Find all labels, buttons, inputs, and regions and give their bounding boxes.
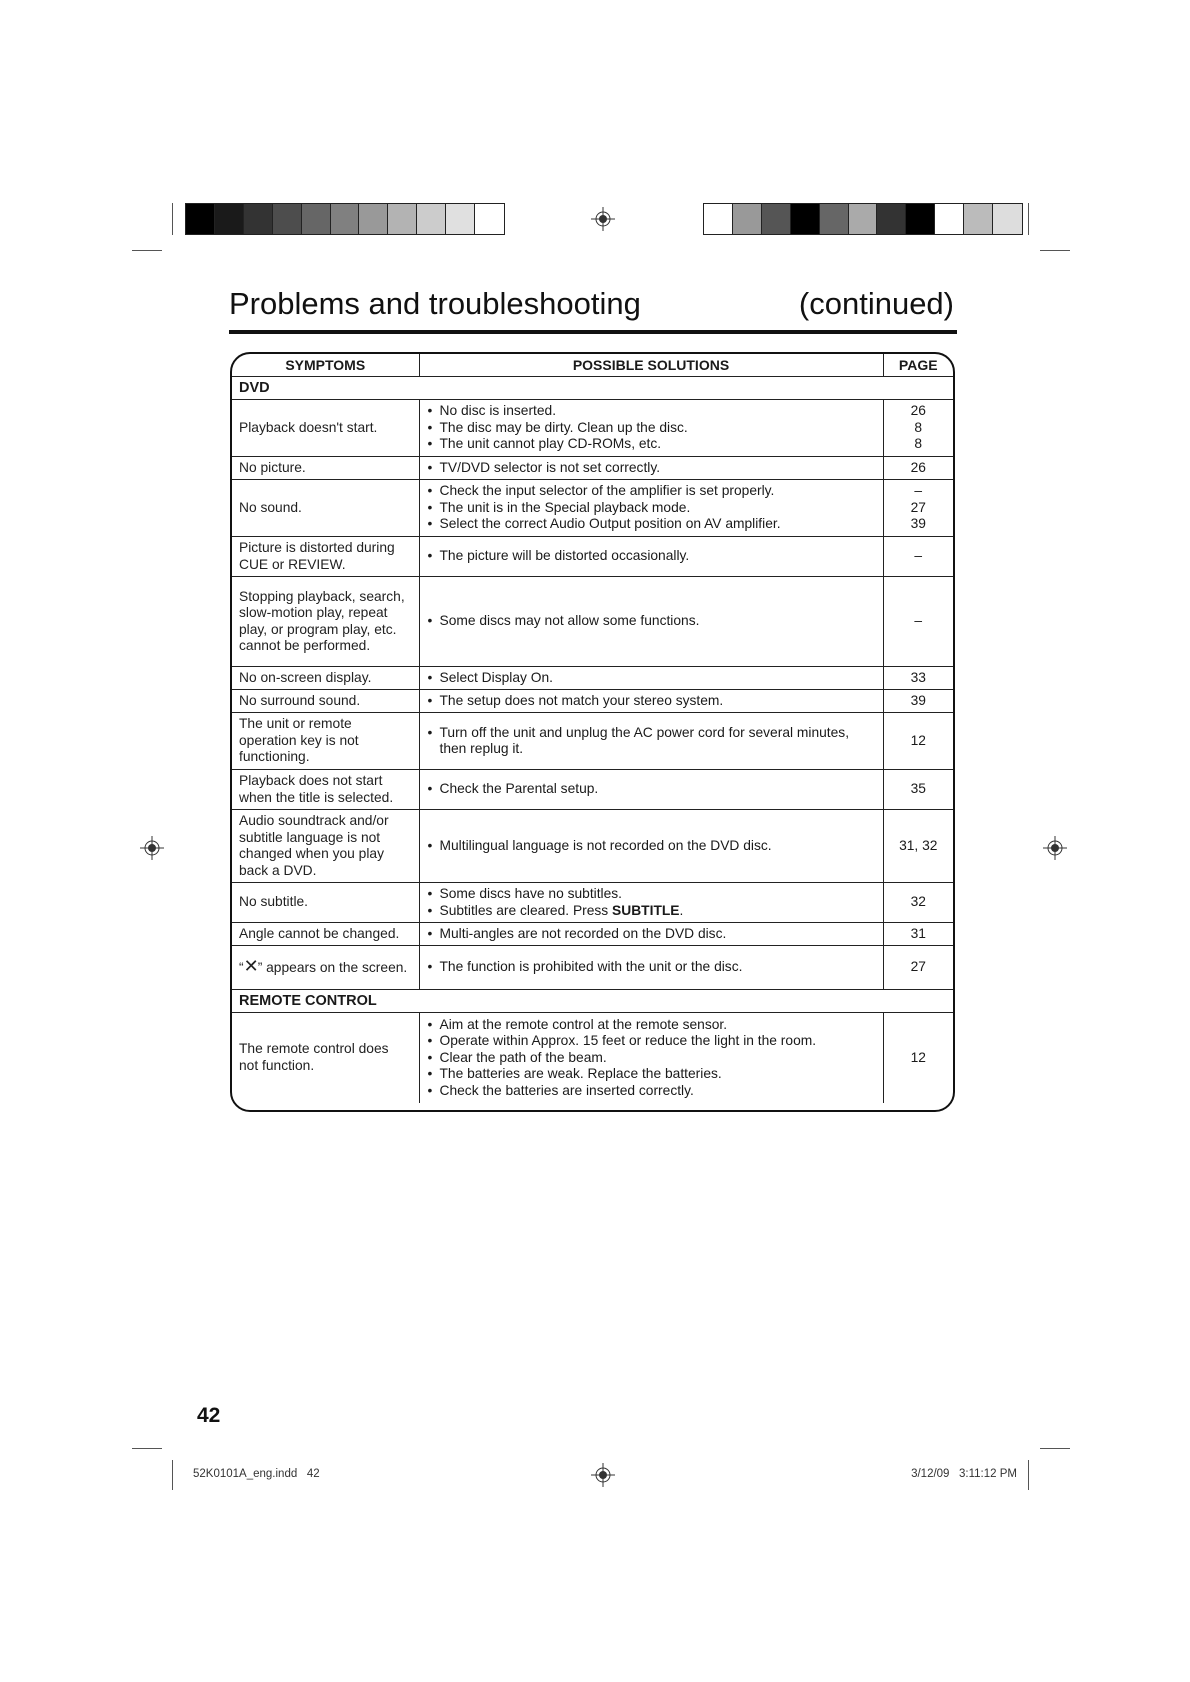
solution-text: Subtitles are cleared. Press [439,902,613,918]
section-heading-remote-control: REMOTE CONTROL [232,990,953,1013]
footer-timestamp: 3/12/09 3:11:12 PM [911,1468,1017,1480]
troubleshooting-table-frame [230,352,955,1112]
table-row [232,667,953,690]
symptom-cell: Audio soundtrack and/or subtitle language is not changed when you play back a DVD. [232,810,419,883]
section-heading-dvd: DVD [232,377,953,400]
page-ref: 39 [910,516,926,532]
table-row [232,457,953,480]
crop-mark [172,203,173,235]
page-title-continued: (continued) [798,286,954,321]
solution-item: • The function is prohibited with the unit or the disc. [427,959,876,976]
symptom-cell: The unit or remote operation key is not functioning. [232,713,419,770]
title-rule [229,330,957,334]
color-calibration-bar-right [703,203,1023,235]
page-cell [883,946,953,990]
registration-mark-icon [140,836,164,860]
page-cell [883,810,953,883]
table-row [232,480,953,537]
solution-item: • Multilingual language is not recorded on the DVD disc. [427,838,876,855]
color-swatch [906,204,935,234]
table-row [232,690,953,713]
page-ref: 31 [910,925,926,941]
table-row [232,537,953,577]
solutions-cell [419,770,883,810]
symptom-cell: Picture is distorted during CUE or REVIEW. [232,537,419,577]
prohibited-x-icon: ✕ [243,956,258,977]
column-header-solutions: POSSIBLE SOLUTIONS [419,354,883,377]
solutions-cell [419,577,883,667]
page-ref: 12 [910,1049,926,1065]
solutions-cell [419,690,883,713]
table-row [232,1013,953,1103]
page-cell [883,537,953,577]
color-swatch [849,204,878,234]
table-row [232,923,953,946]
crop-mark [172,1460,173,1490]
table-header-row [232,354,953,377]
solution-item: • Clear the path of the beam. [427,1050,876,1067]
table-row [232,810,953,883]
subtitle-key-label: SUBTITLE [612,902,680,918]
symptom-cell: The remote control does not function. [232,1013,419,1103]
symptom-cell [232,946,419,990]
column-header-symptoms: SYMPTOMS [232,354,419,377]
symptom-cell: No subtitle. [232,883,419,923]
color-swatch [762,204,791,234]
color-swatch [475,204,504,234]
table-row [232,770,953,810]
solutions-cell [419,883,883,923]
solutions-cell [419,480,883,537]
page-ref: – [914,548,923,564]
color-swatch [935,204,964,234]
solution-item: • TV/DVD selector is not set correctly. [427,460,876,477]
solution-text-tail: . [679,902,684,918]
page-ref: 33 [910,669,926,685]
solutions-cell [419,457,883,480]
page-ref: 8 [914,436,923,452]
page-cell [883,667,953,690]
page-ref: – [914,613,923,629]
page-cell [883,1013,953,1103]
solution-item: • The unit is in the Special playback mode. [427,500,876,517]
solution-item: • Turn off the unit and unplug the AC power cord for several minutes, then replug it. [427,725,876,758]
page-cell [883,480,953,537]
page-number: 42 [197,1404,221,1427]
solutions-cell [419,400,883,457]
page-cell [883,713,953,770]
page-cell [883,923,953,946]
symptom-cell: Playback doesn't start. [232,400,419,457]
solution-item: • Multi-angles are not recorded on the DVD disc. [427,926,876,943]
color-swatch [446,204,475,234]
solution-item: • Check the Parental setup. [427,781,876,798]
solution-item: • The batteries are weak. Replace the batteries. [427,1066,876,1083]
solutions-cell [419,946,883,990]
color-swatch [359,204,388,234]
symptom-cell: Angle cannot be changed. [232,923,419,946]
page-ref: 35 [910,781,926,797]
page-ref: 26 [910,459,926,475]
symptom-text: ” appears on the screen. [257,960,408,976]
solution-item: • No disc is inserted. [427,403,876,420]
table-row [232,946,953,990]
color-swatch [704,204,733,234]
symptom-cell: No on-screen display. [232,667,419,690]
solutions-cell [419,923,883,946]
solution-item: • Some discs may not allow some functions. [427,613,876,630]
page-ref: – [914,483,923,499]
solutions-cell [419,537,883,577]
color-swatch [417,204,446,234]
color-swatch [331,204,360,234]
color-swatch [964,204,993,234]
footer-file-name: 52K0101A_eng.indd 42 [193,1468,320,1480]
section-row [232,377,953,400]
page-ref: 31, 32 [899,837,938,853]
solution-item: • The disc may be dirty. Clean up the disc. [427,420,876,437]
color-swatch [733,204,762,234]
solution-item: • Select the correct Audio Output position on AV amplifier. [427,516,876,533]
solution-item: • Check the input selector of the amplifier is set properly. [427,483,876,500]
crop-mark [1028,1460,1029,1490]
solution-item [427,903,876,920]
page-ref: 26 [910,403,926,419]
color-swatch [993,204,1022,234]
section-row [232,990,953,1013]
symptom-cell: Playback does not start when the title is selected. [232,770,419,810]
solution-item: • Some discs have no subtitles. [427,886,876,903]
solutions-cell [419,810,883,883]
crop-mark [1040,250,1070,251]
page-cell [883,457,953,480]
color-swatch [273,204,302,234]
color-swatch [791,204,820,234]
color-swatch [820,204,849,234]
page-ref: 27 [910,499,926,515]
color-swatch [244,204,273,234]
page-cell [883,883,953,923]
crop-mark [132,250,162,251]
color-calibration-bar-left [185,203,505,235]
page-cell [883,770,953,810]
symptom-cell: Stopping playback, search, slow-motion play, repeat play, or program play, etc. cannot be performed. [232,577,419,667]
symptom-cell: No picture. [232,457,419,480]
crop-mark [1028,203,1029,235]
page-ref: 39 [910,692,926,708]
page-ref: 12 [910,732,926,748]
color-swatch [388,204,417,234]
solution-item: • Aim at the remote control at the remote sensor. [427,1017,876,1034]
symptom-cell: No surround sound. [232,690,419,713]
table-row [232,577,953,667]
solutions-cell [419,713,883,770]
solution-item: • Check the batteries are inserted correctly. [427,1083,876,1100]
color-swatch [186,204,215,234]
registration-mark-icon [591,1463,615,1487]
color-swatch [302,204,331,234]
crop-mark [1040,1448,1070,1449]
crop-mark [132,1448,162,1449]
solution-item: • The setup does not match your stereo system. [427,693,876,710]
solution-item: • Select Display On. [427,670,876,687]
color-swatch [877,204,906,234]
page-ref: 32 [910,894,926,910]
color-swatch [215,204,244,234]
page-ref: 27 [910,959,926,975]
registration-mark-icon [591,207,615,231]
table-row [232,713,953,770]
solutions-cell [419,667,883,690]
solutions-cell [419,1013,883,1103]
registration-mark-icon [1043,836,1067,860]
table-row [232,883,953,923]
page-cell [883,577,953,667]
troubleshooting-table [232,354,953,1103]
page-cell [883,400,953,457]
page-ref: 8 [914,419,923,435]
page-title: Problems and troubleshooting [229,286,641,321]
column-header-page: PAGE [883,354,953,377]
symptom-cell: No sound. [232,480,419,537]
solution-item: • The unit cannot play CD-ROMs, etc. [427,436,876,453]
page-cell [883,690,953,713]
solution-item: • Operate within Approx. 15 feet or reduce the light in the room. [427,1033,876,1050]
quote-open: “ [239,960,244,976]
table-row [232,400,953,457]
solution-item: • The picture will be distorted occasionally. [427,548,876,565]
